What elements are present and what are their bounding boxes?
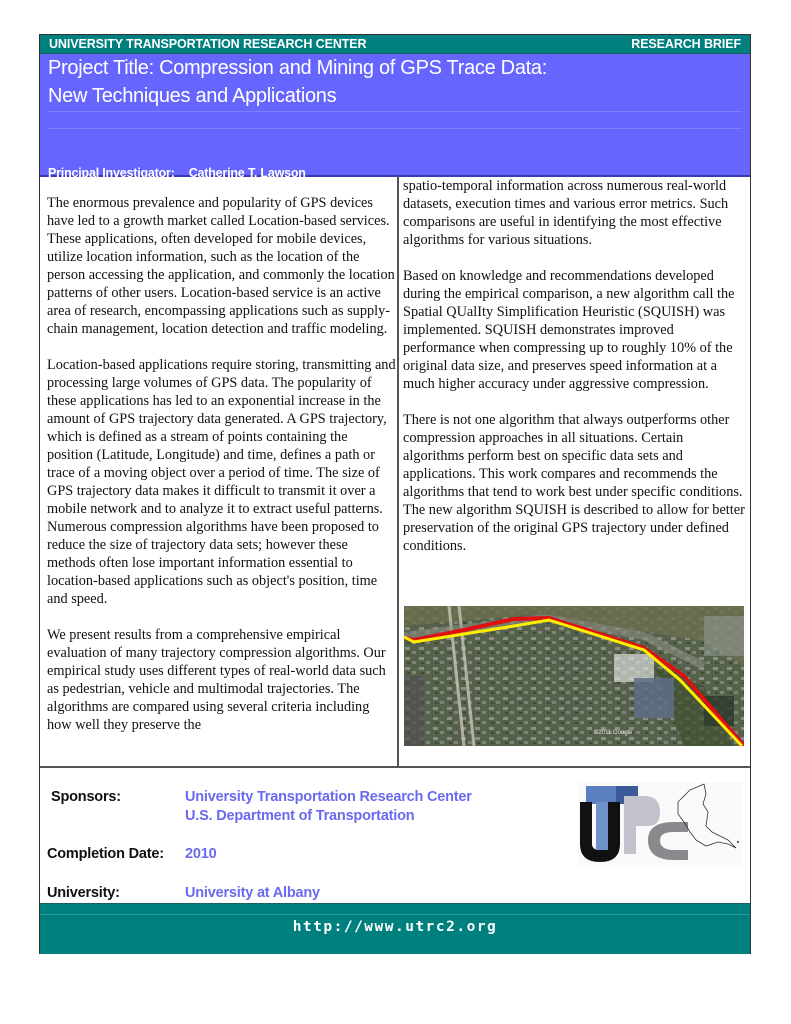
top-banner — [40, 35, 750, 54]
paragraph: There is not one algorithm that always outperforms other compression approaches in all situations. Certain algorithms perform best on specific data sets and applications. This work compares and recommends the algorithms that tend to work best under specific conditions. The new algorithm SQUISH is described to allow for better preservation of the original GPS trajectory under defined conditions. — [403, 412, 745, 554]
title-rule — [48, 111, 742, 112]
sponsor-item: U.S. Department of Transportation — [185, 808, 415, 824]
column-divider — [397, 176, 399, 766]
map-watermark: ©2011 Google — [594, 730, 633, 736]
left-column — [47, 194, 397, 752]
footer-banner — [40, 903, 750, 954]
paragraph: Based on knowledge and recommendations developed during the empirical comparison, a new algorithm call the Spatial QUalIty Simplification Heuristic (SQUISH) was implemented. SQUISH demonstrates improved performance when compressing up to roughly 10% of the original data size, and preserves speed information at a much higher accuracy under aggressive compression. — [403, 268, 735, 392]
utrc-logo-icon — [578, 782, 743, 867]
website-link[interactable]: http://www.utrc2.org — [292, 919, 498, 935]
satellite-map — [404, 606, 744, 746]
paragraph: spatio-temporal information across numerous real-world datasets, execution times and various error metrics. Such comparisons are useful in identifying the most effective algorithms for various situations. — [403, 178, 729, 248]
project-title-line2: New Techniques and Applications — [48, 85, 337, 107]
gps-trace-map-image — [404, 606, 744, 746]
utrc-logo — [578, 782, 743, 867]
principal-investigator — [48, 166, 306, 180]
university-label: University: — [47, 885, 120, 901]
section-divider — [40, 766, 750, 768]
paragraph: Location-based applications require storing, transmitting and processing large volumes of GPS data. The popularity of these applications has led to an exponential increase in the amount of GPS trajectory data generated. A GPS trajectory, which is defined as a stream of points containing the position (Latitude, Longitude) and time, defines a path or trace of a moving object over a period of time. The size of GPS trajectory data makes it difficult to transmit it over a mobile network and to analyze it to extract useful patterns. Numerous compression algorithms have been proposed to reduce the size of trajectory data sets; however these methods often lose important information essential to location-based applications such as object's position, time and speed. — [47, 357, 396, 607]
title-rule — [48, 128, 742, 129]
org-name: UNIVERSITY TRANSPORTATION RESEARCH CENTER — [49, 37, 367, 51]
completion-date-label: Completion Date: — [47, 846, 164, 862]
sponsors-label: Sponsors: — [51, 789, 121, 805]
footer-rule — [40, 914, 750, 915]
research-brief-page — [39, 34, 751, 954]
right-column — [403, 177, 748, 573]
paragraph: The enormous prevalence and popularity of GPS devices have led to a growth market called Location-based services. These applications, often developed for mobile devices, utilize location information, such as the location of the person accessing the application, and commonly the location patterns of other users. Location-based service is an active area of research, encompassing applications such as supply-chain management, location detection and traffic modeling. — [47, 195, 395, 337]
pi-label: Principal Investigator: — [48, 166, 175, 180]
project-title-line1: Project Title: Compression and Mining of GPS Trace Data: — [48, 57, 547, 79]
completion-date-value: 2010 — [185, 846, 217, 862]
doc-type-label: RESEARCH BRIEF — [631, 37, 741, 51]
paragraph: We present results from a comprehensive empirical evaluation of many trajectory compression algorithms. Our empirical study uses different types of real-world data such as pedestrian, vehicle and multimodal trajectories. The algorithms are compared using several criteria including how well they preserve the — [47, 627, 386, 733]
sponsor-item: University Transportation Research Center — [185, 789, 472, 805]
university-value: University at Albany — [185, 885, 320, 901]
pi-name: Catherine T. Lawson — [188, 166, 306, 180]
title-block — [40, 54, 750, 180]
